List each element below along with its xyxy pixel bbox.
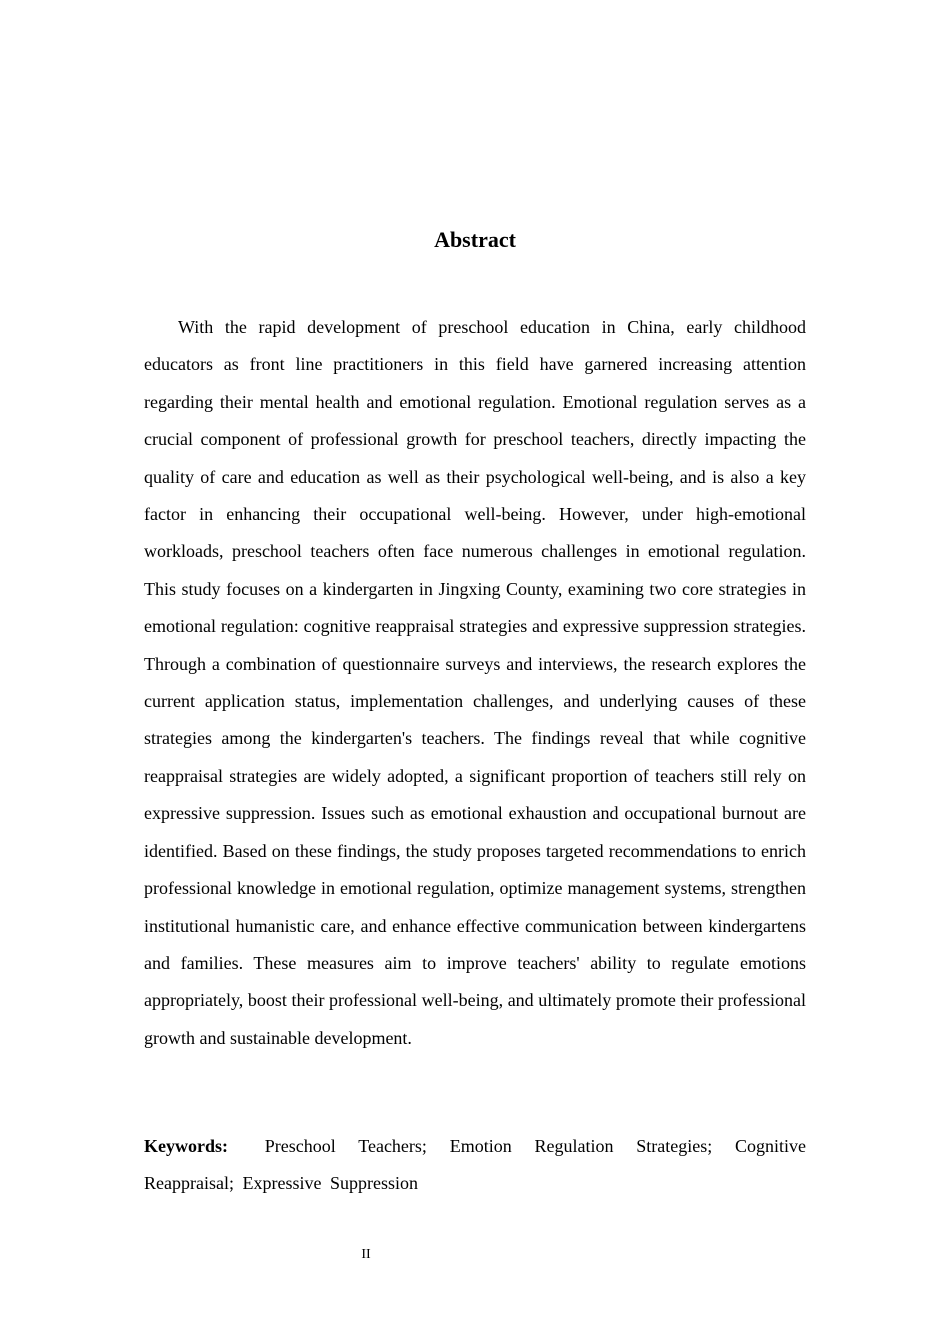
page-number: II [361,1247,371,1262]
abstract-paragraph: With the rapid development of preschool education in China, early childhood educators as front line practitioners in this field have garnered increasing attention regarding their mental health and emotional regulation. Emotional regulation serves as a crucial component of professional growth for preschool teachers, directly impacting the quality of care and education as well as their psychological well-being, and is also a key factor in enhancing their occupational well-being. However, under high-emotional workloads, preschool teachers often face numerous challenges in emotional regulation. This study focuses on a kindergarten in Jingxing County, examining two core strategies in emotional regulation: cognitive reappraisal strategies and expressive suppression strategies. Through a combination of questionnaire surveys and interviews, the research explores the current application status, implementation challenges, and underlying causes of these strategies among the kindergarten's teachers. The findings reveal that while cognitive reappraisal strategies are widely adopted, a significant proportion of teachers still rely on expressive suppression. Issues such as emotional exhaustion and occupational burnout are identified. Based on these findings, the study proposes targeted recommendations to enrich professional knowledge in emotional regulation, optimize management systems, strengthen institutional humanistic care, and enhance effective communication between kindergartens and families. These measures aim to improve teachers' ability to regulate emotions appropriately, boost their professional well-being, and ultimately promote their professional growth and sustainable development. [144,317,806,1048]
keywords-label: Keywords: [144,1136,228,1156]
keywords-list: Preschool Teachers; Emotion Regulation Strategies; Cognitive Reappraisal; Expressive Suppression [144,1136,806,1194]
keywords-section [144,1128,806,1203]
abstract-title: Abstract [434,227,516,252]
